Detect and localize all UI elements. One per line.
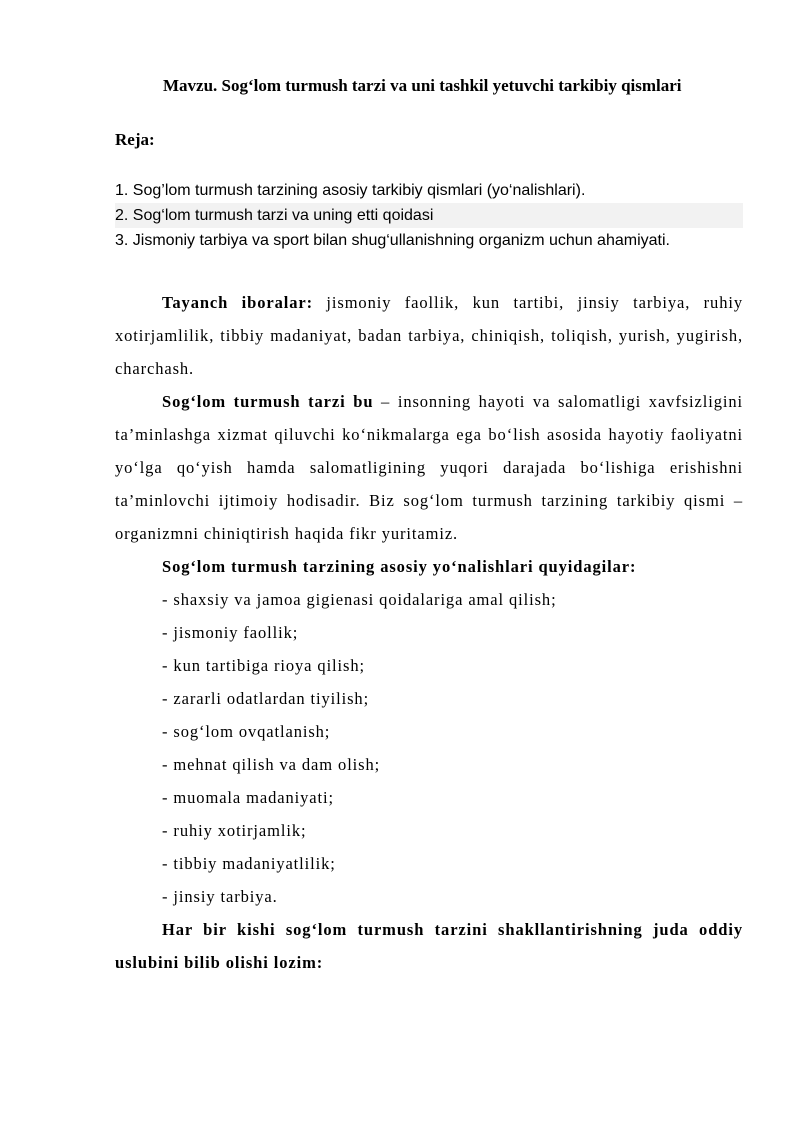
document-title: Mavzu. Sog‘lom turmush tarzi va uni tashkil yetuvchi tarkibiy qismlari: [163, 76, 682, 95]
list-item: - muomala madaniyati;: [162, 788, 334, 807]
keywords-paragraph: [115, 286, 743, 385]
document-body: [115, 286, 743, 979]
list-item: - mehnat qilish va dam olish;: [162, 755, 381, 774]
definition-term: Sog‘lom turmush tarzi bu: [162, 392, 374, 411]
plan-list: [115, 178, 743, 253]
list-item: - shaxsiy va jamoa gigienasi qoidalariga amal qilish;: [162, 590, 557, 609]
list-item: - jismoniy faollik;: [162, 623, 299, 642]
plan-item-highlighted: 2. Sog‘lom turmush tarzi va uning etti qoidasi: [115, 203, 743, 228]
plan-heading: Reja:: [115, 130, 155, 149]
plan-item: 3. Jismoniy tarbiya va sport bilan shug‘ullanishning organizm uchun ahamiyati.: [115, 232, 670, 249]
final-statement: Har bir kishi sog‘lom turmush tarzini shakllantirishning juda oddiy uslubini bilib olishi lozim:: [115, 920, 743, 972]
keywords-label: Tayanch iboralar:: [162, 293, 313, 312]
directions-heading: Sog‘lom turmush tarzining asosiy yo‘nalishlari quyidagilar:: [162, 557, 637, 576]
list-item: - ruhiy xotirjamlik;: [162, 821, 307, 840]
list-item: - sog‘lom ovqatlanish;: [162, 722, 331, 741]
keywords-text: jismoniy faollik, kun tartibi, jinsiy tarbiya, ruhiy xotirjamlilik, tibbiy madaniyat, badan tarbiya, chiniqish, toliqish, yurish, yugirish, charchash.: [115, 293, 743, 378]
list-item: - zararli odatlardan tiyilish;: [162, 689, 370, 708]
list-item: - kun tartibiga rioya qilish;: [162, 656, 365, 675]
plan-item: 1. Sog’lom turmush tarzining asosiy tarkibiy qismlari (yo‘nalishlari).: [115, 182, 586, 199]
definition-text: – insonning hayoti va salomatligi xavfsizligini ta’minlashga xizmat qiluvchi ko‘nikmalarga ega bo‘lish asosida hayotiy faoliyatni yo‘lga qo‘yish hamda salomatligining yuqori darajada bo‘lishiga erishishni ta’minlovchi ijtimoiy hodisadir. Biz sog‘lom turmush tarzining tarkibiy qismi – organizmni chiniqtirish haqida fikr yuritamiz.: [115, 392, 743, 543]
list-item: - jinsiy tarbiya.: [162, 887, 278, 906]
list-item: - tibbiy madaniyatlilik;: [162, 854, 336, 873]
definition-paragraph: [115, 385, 743, 550]
